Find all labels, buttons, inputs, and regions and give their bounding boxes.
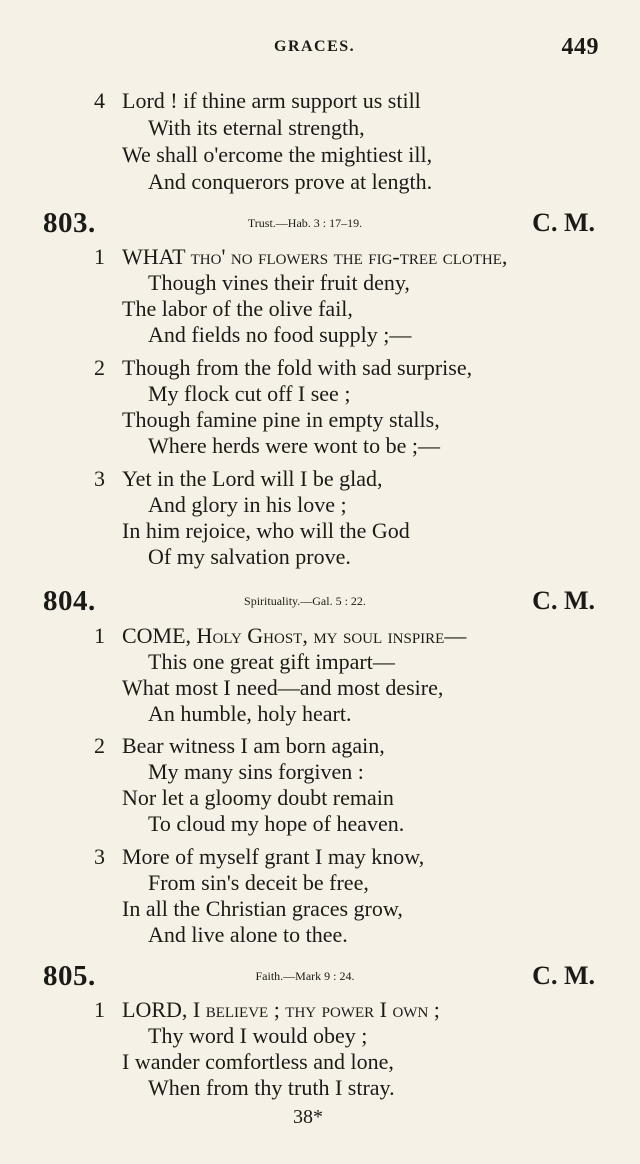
verse-line-text: COME, Holy Ghost, my soul inspire— (122, 623, 467, 648)
verse-line: Yet in the Lord will I be glad, (122, 466, 383, 491)
verse-line: And live alone to thee. (148, 922, 348, 947)
verse-line: Thy word I would obey ; (148, 1023, 368, 1048)
stanza-number: 3 (94, 844, 105, 869)
verse-line: What most I need—and most desire, (122, 675, 444, 700)
hymn-header (0, 207, 640, 241)
verse-line-text: LORD, I believe ; thy power I own ; (122, 997, 440, 1022)
verse-line: My many sins forgiven : (148, 759, 364, 784)
running-title: GRACES. (274, 38, 356, 55)
verse-line: Where herds were wont to be ;— (148, 433, 441, 458)
running-head (0, 36, 640, 60)
hymn-reference: Trust.—Hab. 3 : 17–19. (247, 216, 363, 230)
verse-line: When from thy truth I stray. (148, 1075, 395, 1100)
hymn-meter: C. M. (532, 208, 595, 237)
page-number: 449 (561, 34, 599, 60)
verse-line: And conquerors prove at length. (148, 169, 433, 194)
hymn-meter: C. M. (532, 586, 595, 615)
verse-line: From sin's deceit be free, (148, 870, 369, 895)
verse-line: An humble, holy heart. (148, 701, 352, 726)
verse-line: Of my salvation prove. (148, 544, 351, 569)
hymn-805 (0, 960, 640, 1100)
verse-line: Nor let a gloomy doubt remain (122, 785, 394, 810)
stanza-number: 1 (94, 623, 105, 648)
hymn-reference: Faith.—Mark 9 : 24. (255, 969, 355, 983)
stanza-number: 2 (94, 355, 105, 380)
stanza-number: 1 (94, 244, 105, 269)
hymn-number: 803. (43, 207, 96, 239)
verse-line: More of myself grant I may know, (122, 844, 425, 869)
hymn-number: 805. (43, 960, 96, 992)
hymn-number: 804. (43, 585, 96, 617)
verse-line: Lord ! if thine arm support us still (122, 88, 421, 113)
hymn-803 (0, 207, 640, 569)
verse-line: My flock cut off I see ; (148, 381, 351, 406)
verse-line (122, 622, 466, 649)
verse-line: We shall o'ercome the mightiest ill, (122, 142, 433, 167)
verse-line: Though famine pine in empty stalls, (122, 407, 440, 432)
verse-line: To cloud my hope of heaven. (148, 811, 405, 836)
verse-line (122, 996, 440, 1023)
hymn-meter: C. M. (532, 961, 595, 990)
verse-line: This one great gift impart— (148, 649, 395, 674)
verse-line: Bear witness I am born again, (122, 733, 385, 758)
verse-line: Though from the fold with sad surprise, (122, 355, 473, 380)
verse-line: I wander comfortless and lone, (122, 1049, 394, 1074)
hymn-reference: Spirituality.—Gal. 5 : 22. (244, 594, 366, 608)
signature-mark: 38* (293, 1106, 323, 1128)
verse-line: In all the Christian graces grow, (122, 896, 403, 921)
verse-line: In him rejoice, who will the God (122, 518, 410, 543)
verse-line-text: WHAT tho' no flowers the fig-tree clothe, (122, 244, 508, 269)
hymn-header (0, 585, 640, 619)
verse-line: And glory in his love ; (148, 492, 347, 517)
hymn-804 (0, 585, 640, 947)
stanza-number: 2 (94, 733, 105, 758)
hymn-header (0, 960, 640, 994)
verse-line: Though vines their fruit deny, (148, 270, 410, 295)
verse-line: The labor of the olive fail, (122, 296, 353, 321)
stanza-number: 1 (94, 997, 105, 1022)
stanza-number: 3 (94, 466, 105, 491)
verse-line: With its eternal strength, (148, 115, 365, 140)
stanza-number: 4 (94, 88, 105, 113)
verse-line: And fields no food supply ;— (148, 322, 412, 347)
verse-line (122, 243, 507, 270)
